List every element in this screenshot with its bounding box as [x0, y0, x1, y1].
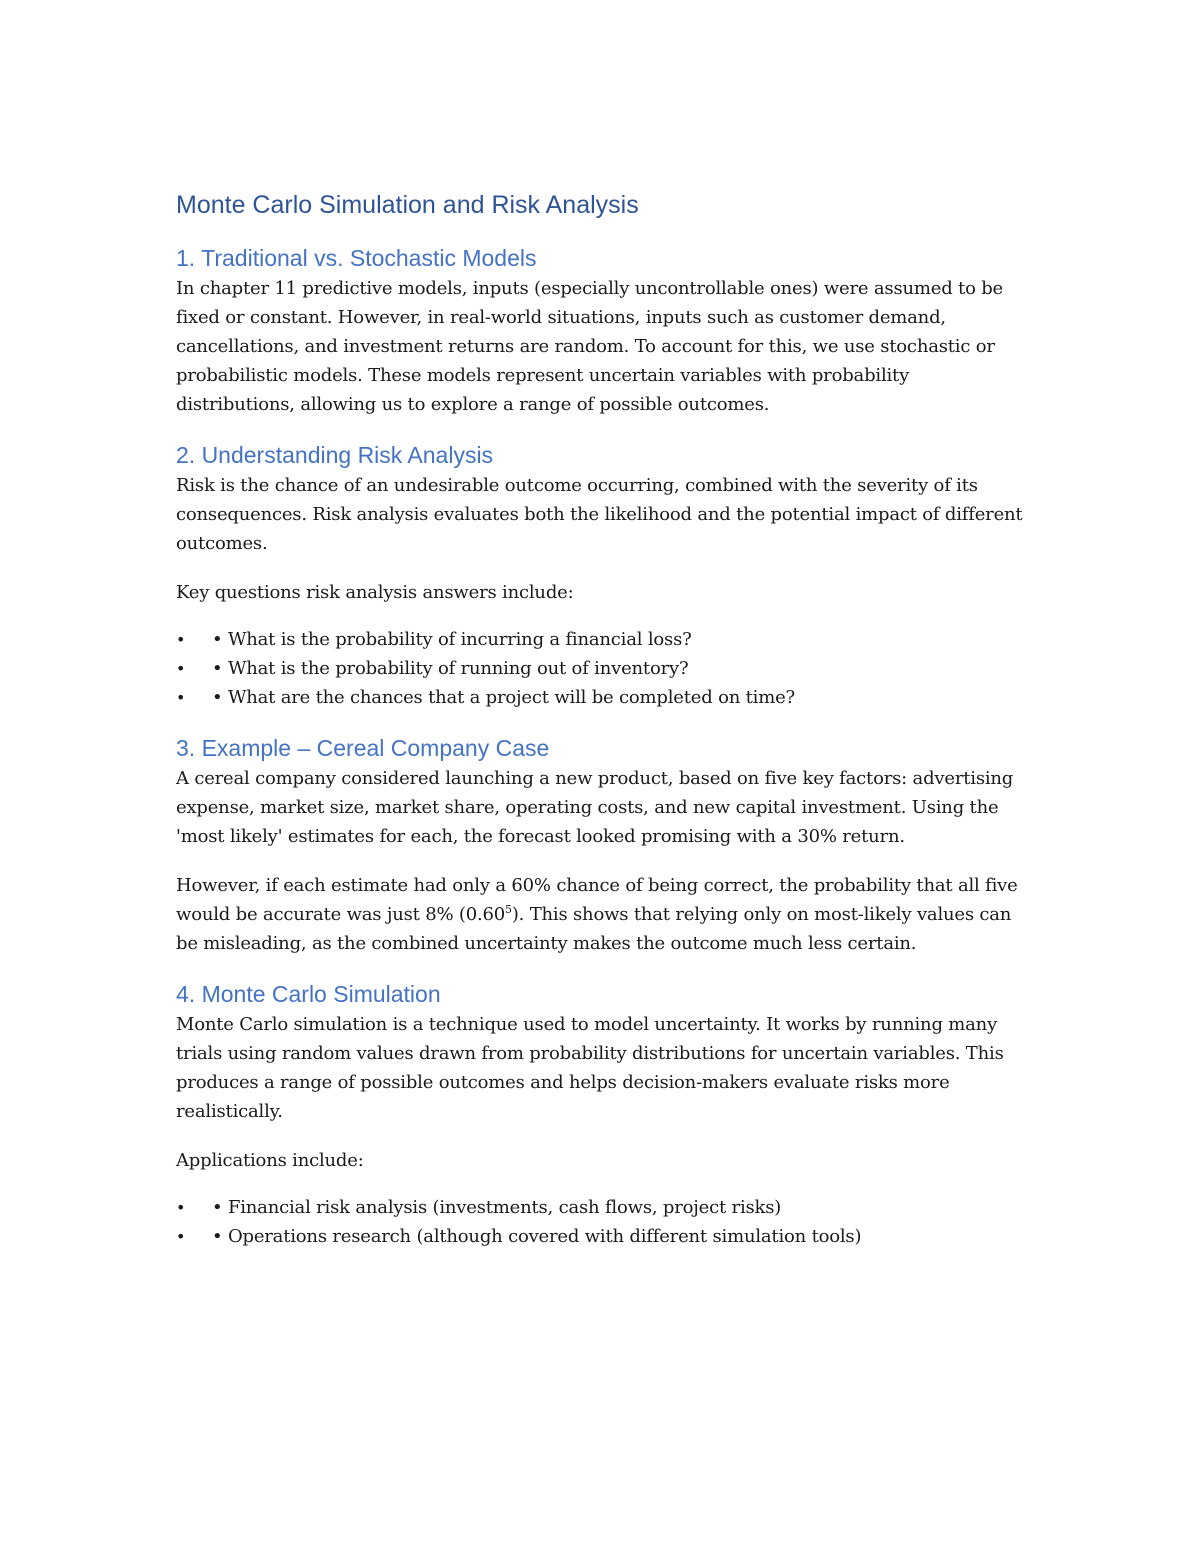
list-item [176, 654, 1026, 683]
bullet-icon: • [176, 1198, 186, 1217]
section-paragraph: Applications include: [176, 1150, 364, 1171]
section-cereal-company-case [176, 732, 1026, 958]
bullet-icon: • [176, 1227, 186, 1246]
list-item [176, 1222, 1026, 1251]
bullet-icon: • [176, 630, 186, 649]
document-content [176, 188, 1026, 1271]
section-monte-carlo-simulation [176, 978, 1026, 1251]
list-item [176, 683, 1026, 712]
section-traditional-vs-stochastic [176, 242, 1026, 419]
paragraph-text: ). This shows that relying only on most-likely values can be misleading, as the combined uncertainty makes the outcome much less certain. [176, 904, 1012, 954]
section-paragraph: Risk is the chance of an undesirable outcome occurring, combined with the severity of its consequences. Risk analysis evaluates both the likelihood and the potential impact of different outcomes. [176, 475, 1023, 554]
bullet-icon: • [176, 659, 186, 678]
list-item [176, 625, 1026, 654]
exponent: 5 [505, 903, 512, 916]
section-heading: 3. Example – Cereal Company Case [176, 735, 550, 761]
section-heading: 1. Traditional vs. Stochastic Models [176, 245, 537, 271]
list-item-text: • What is the probability of running out of inventory? [212, 658, 689, 679]
key-questions-list [176, 625, 1026, 712]
section-paragraph: In chapter 11 predictive models, inputs (especially uncontrollable ones) were assumed to be fixed or constant. However, in real-world situations, inputs such as customer demand, cancellations, and investment returns are random. To account for this, we use stochastic or probabilistic models. These models represent uncertain variables with probability distributions, allowing us to explore a range of possible outcomes. [176, 278, 1004, 415]
list-item-text: • What is the probability of incurring a financial loss? [212, 629, 692, 650]
list-item [176, 1193, 1026, 1222]
bullet-icon: • [176, 688, 186, 707]
section-paragraph-probability [176, 871, 1026, 958]
section-heading: 2. Understanding Risk Analysis [176, 442, 494, 468]
list-item-text: • Financial risk analysis (investments, cash flows, project risks) [212, 1197, 782, 1218]
section-heading: 4. Monte Carlo Simulation [176, 981, 441, 1007]
section-paragraph: A cereal company considered launching a new product, based on five key factors: advertising expense, market size, market share, operating costs, and new capital investment. Using the 'most likely' estimates for each, the forecast looked promising with a 30% return. [176, 768, 1014, 847]
applications-list [176, 1193, 1026, 1251]
document-title: Monte Carlo Simulation and Risk Analysis [176, 191, 639, 219]
section-risk-analysis [176, 439, 1026, 712]
section-paragraph: Monte Carlo simulation is a technique used to model uncertainty. It works by running many trials using random values drawn from probability distributions for uncertain variables. This produces a range of possible outcomes and helps decision-makers evaluate risks more realistically. [176, 1014, 1004, 1122]
section-paragraph: Key questions risk analysis answers include: [176, 582, 574, 603]
list-item-text: • Operations research (although covered with different simulation tools) [212, 1226, 862, 1247]
paragraph-text: However, if each estimate had only a 60% chance of being correct, the probability that all five would be accurate was just 8% (0.60 [176, 875, 1018, 925]
list-item-text: • What are the chances that a project will be completed on time? [212, 687, 795, 708]
